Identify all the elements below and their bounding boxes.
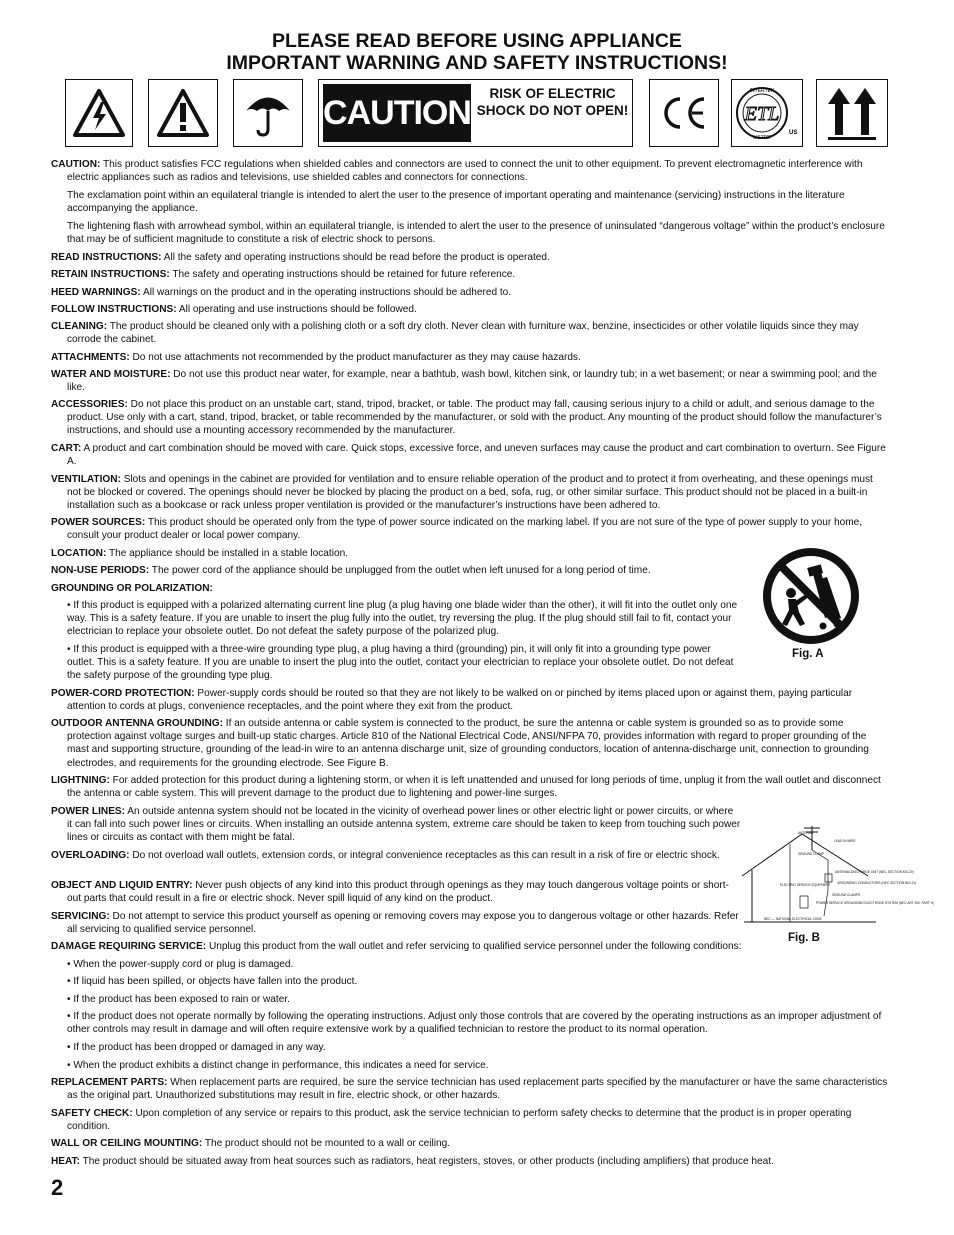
accessories-paragraph: ACCESSORIES: Do not place this product on an unstable cart, stand, tripod, bracket, or table. The product may fall, causing serious injury to a child or adult, and serious damage to the product. Use only with a cart, stand, tripod, bracket, or table recommended by the manufacturer, or sold with the product. Any mounting of the product should follow the manufacturer’s instructions, and should use a mounting accessory recommended by the manufacturer.: [51, 399, 882, 437]
safety-check-paragraph: SAFETY CHECK: Upon completion of any service or repairs to this product, ask the service technician to perform safety checks to determine that the product is in proper operating condition.: [51, 1108, 852, 1133]
fig-b-electrode-callout: POWER SERVICE GROUNDING ELECTRODE SYSTEM (NEC ART 250, PART H): [816, 901, 934, 905]
ce-mark-icon: [649, 79, 719, 147]
page-title: [0, 30, 954, 74]
fig-b-antenna-grounding-diagram: [740, 820, 934, 928]
this-side-up-arrows-icon: [816, 79, 888, 147]
antenna-paragraph: OUTDOOR ANTENNA GROUNDING: If an outside antenna or cable system is connected to the product, be sure the antenna or cable system is grounded so as to provide some protection against voltage surges and built-up static charges. Article 810 of the National Electrical Code, ANSI/NFPA 70, provides information with regard to proper grounding of the mast and supporting structure, grounding of the lead-in wire to an antenna discharge unit, size of grounding conductors, location of antenna-discharge unit, connection to grounding electrodes, and requirements for the grounding electrode. See Figure B.: [51, 718, 869, 769]
etl-letters: ETL: [744, 103, 780, 125]
damage-bullet-4: • If the product does not operate normally by following the operating instructions. Adjust only those controls that are covered by the operating instructions as an improper adjustment of other controls may result in damage and will often require extensive work by a qualified technician to restore the product to its normal operation.: [67, 1011, 882, 1036]
fig-b-nec-note: NEC — NATIONAL ELECTRICAL CODE: [764, 917, 822, 921]
replacement-parts-paragraph: REPLACEMENT PARTS: When replacement parts are required, be sure the service technician has used replacement parts specified by the manufacturer or have the same characteristics as the original part. Unauthorized substitutions may result in fire, electric shock, or other hazards.: [51, 1077, 888, 1102]
damage-bullet-1: • When the power-supply cord or plug is damaged.: [67, 959, 294, 970]
servicing-paragraph: SERVICING: Do not attempt to service this product yourself as opening or removing covers may expose you to dangerous voltage or other hazards. Refer all servicing to qualified service personnel.: [51, 911, 739, 936]
exclamation-paragraph: The exclamation point within an equilateral triangle is intended to alert the user to the presence of important operating and maintenance (servicing) instructions in the literature accompanying the appliance.: [67, 190, 845, 215]
damage-bullet-5: • If the product has been dropped or damaged in any way.: [67, 1042, 326, 1053]
follow-instructions: FOLLOW INSTRUCTIONS: All operating and use instructions should be followed.: [51, 304, 417, 315]
fig-b-antenna-callout: ANTENNA: [798, 831, 814, 835]
heat-paragraph: HEAT: The product should be situated away from heat sources such as radiators, heat registers, stoves, or other products (including amplifiers) that produce heat.: [51, 1156, 774, 1167]
non-use-paragraph: NON-USE PERIODS: The power cord of the appliance should be unplugged from the outlet when left unused for a long period of time.: [51, 565, 651, 576]
cleaning-paragraph: CLEANING: The product should be cleaned only with a polishing cloth or a soft dry cloth. Never clean with furniture wax, benzine, insecticides or other volatile liquids since they may corrode the cabinet.: [51, 321, 859, 346]
fig-b-ground-clamps-callout: GROUND CLAMPS: [832, 893, 861, 897]
lightning-paragraph: LIGHTNING: For added protection for this product during a lightening storm, or when it is left unattended and unused for long periods of time, unplug it from the wall outlet and disconnect the antenna or cable system. This will prevent damage to the product due to lightening and power-line surges.: [51, 775, 881, 800]
power-sources-paragraph: POWER SOURCES: This product should be operated only from the type of power source indicated on the marking label. If you are not sure of the type of power supply to your home, consult your product dealer or local power company.: [51, 517, 863, 542]
umbrella-icon: [233, 79, 303, 147]
grounding-bullet-2: • If this product is equipped with a three-wire grounding type plug, a plug having a third (grounding) pin, it will only fit into a grounding type power outlet. This is a safety feature. If you are unable to insert the plug into the outlet, contact your electrician to replace your obsolete outlet. Do not defeat the safety purpose of the grounding type plug.: [67, 644, 734, 682]
water-paragraph: WATER AND MOISTURE: Do not use this product near water, for example, near a bathtub, wash bowl, kitchen sink, or laundry tub; in a wet basement; or near a swimming pool; and the like.: [51, 369, 877, 394]
caution-paragraph: CAUTION: This product satisfies FCC regulations when shielded cables and connectors are used to connect the unit to other equipment. To prevent electromagnetic interference with electric appliances such as radios and televisions, use shielded cables and connectors for connections.: [51, 159, 863, 184]
ventilation-paragraph: VENTILATION: Slots and openings in the cabinet are provided for ventilation and to ensure reliable operation of the product and to protect it from overheating, and these openings must not be blocked or covered. The openings should never be blocked by placing the product on a bed, sofa, rug, or other similar surface. This product should not be placed in a built-in installation such as a bookcase or rack unless proper ventilation is provided or the manufacturer’s instructions have been adhered to.: [51, 474, 873, 512]
power-cord-paragraph: POWER-CORD PROTECTION: Power-supply cords should be routed so that they are not likely to be walked on or pinched by items placed upon or against them, paying particular attention to cords at plugs, convenience receptacles, and the point where they exit from the product.: [51, 688, 853, 713]
fig-b-lead-in-callout: LEAD IN WIRE: [834, 839, 856, 843]
object-entry-paragraph: OBJECT AND LIQUID ENTRY: Never push objects of any kind into this product through openings as they may touch dangerous voltage points or short-out parts that could result in a fire or electric shock. Never spill liquid of any kind on the product.: [51, 880, 729, 905]
damage-bullet-3: • If the product has been exposed to rain or water.: [67, 994, 290, 1005]
cart-paragraph: CART: A product and cart combination should be moved with care. Quick stops, excessive force, and uneven surfaces may cause the product and cart combination to overturn. See Figure A.: [51, 443, 886, 468]
caution-label: [318, 79, 633, 147]
etl-listed-icon: [731, 79, 803, 147]
title-line-2: IMPORTANT WARNING AND SAFETY INSTRUCTIONS!: [226, 52, 728, 74]
retain-instructions: RETAIN INSTRUCTIONS: The safety and operating instructions should be retained for future reference.: [51, 269, 516, 280]
etl-bottom-text: LISTED: [753, 135, 771, 141]
attachments-paragraph: ATTACHMENTS: Do not use attachments not recommended by the product manufacturer as they may cause hazards.: [51, 352, 581, 363]
page-number: 2: [51, 1175, 64, 1200]
title-line-1: PLEASE READ BEFORE USING APPLIANCE: [272, 30, 682, 52]
grounding-heading: GROUNDING OR POLARIZATION:: [51, 583, 213, 594]
read-instructions: READ INSTRUCTIONS: All the safety and operating instructions should be read before the product is operated.: [51, 252, 550, 263]
etl-region: US: [789, 130, 798, 136]
location-paragraph: LOCATION: The appliance should be installed in a stable location.: [51, 548, 348, 559]
damage-bullet-2: • If liquid has been spilled, or objects have fallen into the product.: [67, 976, 358, 987]
damage-bullet-6: • When the product exhibits a distinct change in performance, this indicates a need for service.: [67, 1060, 489, 1071]
overloading-paragraph: OVERLOADING: Do not overload wall outlets, extension cords, or integral convenience receptacles as this can result in a risk of fire or electric shock.: [51, 850, 720, 861]
exclamation-triangle-icon: [148, 79, 218, 147]
fig-a-label: Fig. A: [792, 648, 824, 660]
fig-a-cart-warning-illustration: [761, 546, 861, 646]
power-lines-paragraph: POWER LINES: An outside antenna system should not be located in the vicinity of overhead power lines or other electric light or power circuits, or where it can fall into such power lines or circuits. When installing an outside antenna system, extreme care should be taken to keep from touching such power lines or circuits as contact with them might be fatal.: [51, 806, 741, 844]
damage-paragraph: DAMAGE REQUIRING SERVICE: Unplug this product from the wall outlet and refer servicing to qualified service personnel under the following conditions:: [51, 941, 742, 952]
grounding-bullet-1: • If this product is equipped with a polarized alternating current line plug (a plug having one blade wider than the other), it will fit into the outlet only one way. This is a safety feature. If you are unable to insert the plug fully into the outlet, try reversing the plug. If the plug should still fail to fit, contact your electrician to replace your obsolete outlet. Do not defeat the safety purpose of the polarized plug.: [67, 600, 738, 638]
caution-word: CAUTION: [323, 84, 471, 142]
etl-top-text: INTERTEK: [749, 88, 775, 94]
fig-b-discharge-callout: ANTENNA DISCHARGE UNIT (NEC SECTION 810-20): [835, 870, 914, 874]
fig-b-label: Fig. B: [788, 932, 820, 944]
fig-b-conductors-callout: GROUNDING CONDUCTORS (NEC SECTION 810-21): [837, 881, 917, 885]
fig-b-electric-service-callout: ELECTRIC SERVICE EQUIPMENT: [780, 883, 831, 887]
lightning-triangle-icon: [65, 79, 133, 147]
heed-warnings: HEED WARNINGS: All warnings on the product and in the operating instructions should be adhered to.: [51, 287, 512, 298]
lightening-flash-paragraph: The lightening flash with arrowhead symbol, within an equilateral triangle, is intended to alert the user to the presence of uninsulated “dangerous voltage” within the product’s enclosure that may be of sufficient magnitude to constitute a risk of electric shock to persons.: [67, 221, 885, 246]
wall-mounting-paragraph: WALL OR CEILING MOUNTING: The product should not be mounted to a wall or ceiling.: [51, 1138, 451, 1149]
fig-b-ground-clamp-callout: GROUND CLAMP: [798, 852, 825, 856]
caution-message: RISK OF ELECTRIC SHOCK DO NOT OPEN!: [476, 86, 629, 118]
